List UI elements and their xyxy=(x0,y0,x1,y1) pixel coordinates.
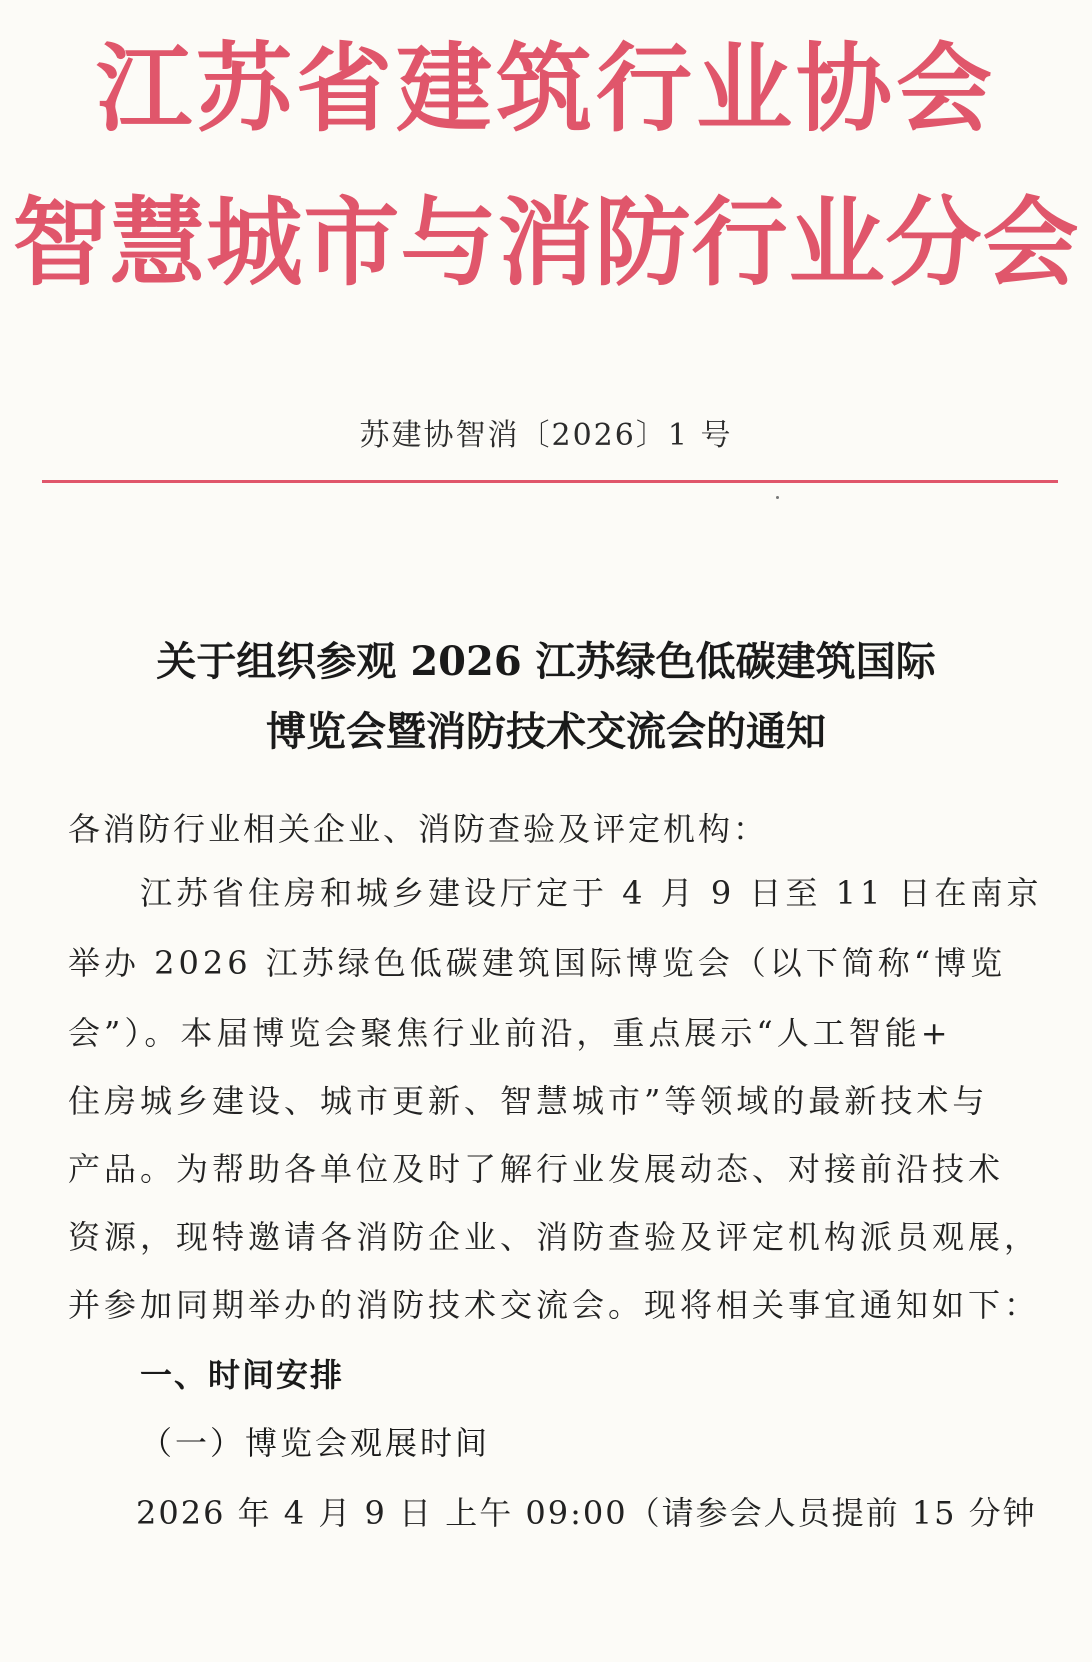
section-heading: 一、时间安排 xyxy=(140,1356,345,1394)
org-name-line-2: 智慧城市与消防行业分会 xyxy=(12,187,1080,299)
org-name-line-1: 江苏省建筑行业协会 xyxy=(96,33,996,145)
paragraph-line: 产品。为帮助各单位及时了解行业发展动态、对接前沿技术 xyxy=(68,1150,1005,1188)
paragraph-line: 举办 2026 江苏绿色低碳建筑国际博览会（以下简称“博览 xyxy=(68,944,1007,982)
paragraph-line: 会”）。本届博览会聚焦行业前沿，重点展示“人工智能+ xyxy=(68,1014,952,1052)
red-divider-line xyxy=(42,480,1058,483)
paragraph-line: 2026 年 4 月 9 日 上午 09:00（请参会人员提前 15 分钟 xyxy=(136,1494,1037,1532)
scan-speck xyxy=(776,496,779,499)
notice-title-line-2: 博览会暨消防技术交流会的通知 xyxy=(266,708,826,755)
paragraph-line: 资源，现特邀请各消防企业、消防查验及评定机构派员观展， xyxy=(68,1218,1041,1256)
paragraph-line: 江苏省住房和城乡建设厅定于 4 月 9 日至 11 日在南京 xyxy=(140,874,1043,912)
notice-title-line-1: 关于组织参观 2026 江苏绿色低碳建筑国际 xyxy=(156,638,936,685)
document-number: 苏建协智消〔2026〕1 号 xyxy=(359,418,733,453)
subsection-heading: （一）博览会观展时间 xyxy=(140,1424,491,1462)
paragraph-line: 住房城乡建设、城市更新、智慧城市”等领域的最新技术与 xyxy=(68,1082,989,1120)
salutation: 各消防行业相关企业、消防查验及评定机构： xyxy=(68,810,769,848)
paragraph-line: 并参加同期举办的消防技术交流会。现将相关事宜通知如下： xyxy=(68,1286,1041,1324)
